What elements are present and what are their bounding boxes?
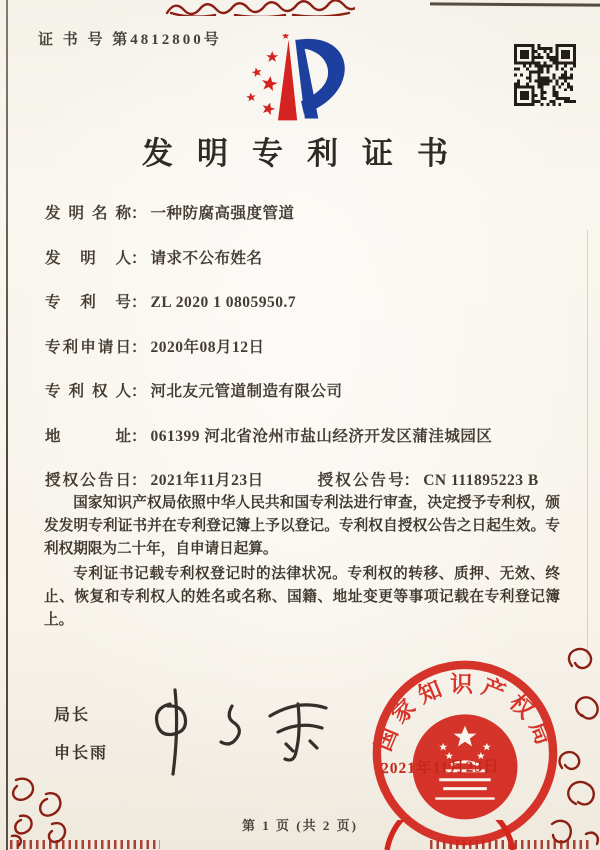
field-row-address (45, 424, 564, 446)
field-colon: ： (131, 383, 147, 400)
cnipa-patent-logo-icon (243, 34, 359, 130)
field-row-filing-date (45, 335, 564, 357)
field-value: 2021年11月23日 (150, 472, 264, 489)
field-value: 河北友元管道制造有限公司 (150, 383, 343, 400)
field-colon: ： (131, 427, 147, 445)
field-colon: ： (403, 472, 420, 489)
field-label: 授权公告日 (45, 472, 131, 489)
legal-text-block (44, 492, 560, 634)
field-colon: ： (131, 472, 147, 489)
certificate-title: 发明专利证书 (142, 136, 472, 171)
field-value: 请求不公布姓名 (150, 249, 263, 267)
seal-date-stamp: 2021年11月23日 (380, 758, 500, 778)
top-ornament-scroll (165, 0, 355, 16)
field-label: 发明名称 (45, 205, 131, 222)
field-label: 地址 (45, 427, 131, 445)
legal-paragraph-1: 国家知识产权局依照中华人民共和国专利法进行审查，决定授予专利权，颁发发明专利证书并在专利登记簿上予以登记。专利权自授权公告之日起生效。专利权期限为二十年，自申请日起算。 (44, 495, 560, 558)
field-row-inventor (45, 246, 564, 268)
page-number: 第 1 页 (共 2 页) (242, 818, 358, 833)
seal-agency-text: 国家知识产权局 (370, 672, 560, 755)
field-colon: ： (131, 338, 147, 356)
signer-title: 局长 (54, 707, 91, 724)
field-label: 专利申请日 (45, 338, 131, 356)
field-value: CN 111895223 B (423, 472, 539, 489)
legal-paragraph-2: 专利证书记载专利权登记时的法律状况。专利权的转移、质押、无效、终止、恢复和专利权人的姓名或名称、国籍、地址变更等事项记载在专利登记簿上。 (44, 566, 560, 629)
certificate-fields (45, 201, 564, 513)
bottom-border-pattern-left (10, 840, 160, 849)
page-edge-line-right (587, 230, 588, 660)
field-value: ZL 2020 1 0805950.7 (150, 294, 297, 311)
field-row-patentee (45, 379, 564, 401)
field-label: 授权公告号 (317, 472, 404, 489)
field-row-grant-date-and-number (45, 468, 564, 490)
field-label: 专利号 (45, 294, 131, 311)
field-label: 专利权人 (45, 383, 131, 400)
field-colon: ： (131, 294, 147, 311)
certificate-number: 证 书 号 第4812800号 (38, 32, 222, 48)
field-label: 发明人 (45, 249, 131, 267)
bottom-left-corner-ornament (2, 772, 82, 848)
handwritten-signature (130, 684, 345, 782)
top-border-line (430, 2, 600, 6)
field-colon: ： (131, 249, 147, 267)
field-value: 一种防腐高强度管道 (150, 205, 295, 222)
field-row-invention-name (45, 201, 564, 223)
field-value: 2020年08月12日 (150, 338, 265, 356)
signer-block (54, 702, 108, 778)
field-value: 061399 河北省沧州市盐山经济开发区蒲洼城园区 (150, 427, 493, 445)
qr-code (514, 44, 576, 106)
field-colon: ： (131, 205, 147, 222)
signer-name: 申长雨 (54, 745, 109, 762)
field-row-patent-number (45, 290, 564, 312)
